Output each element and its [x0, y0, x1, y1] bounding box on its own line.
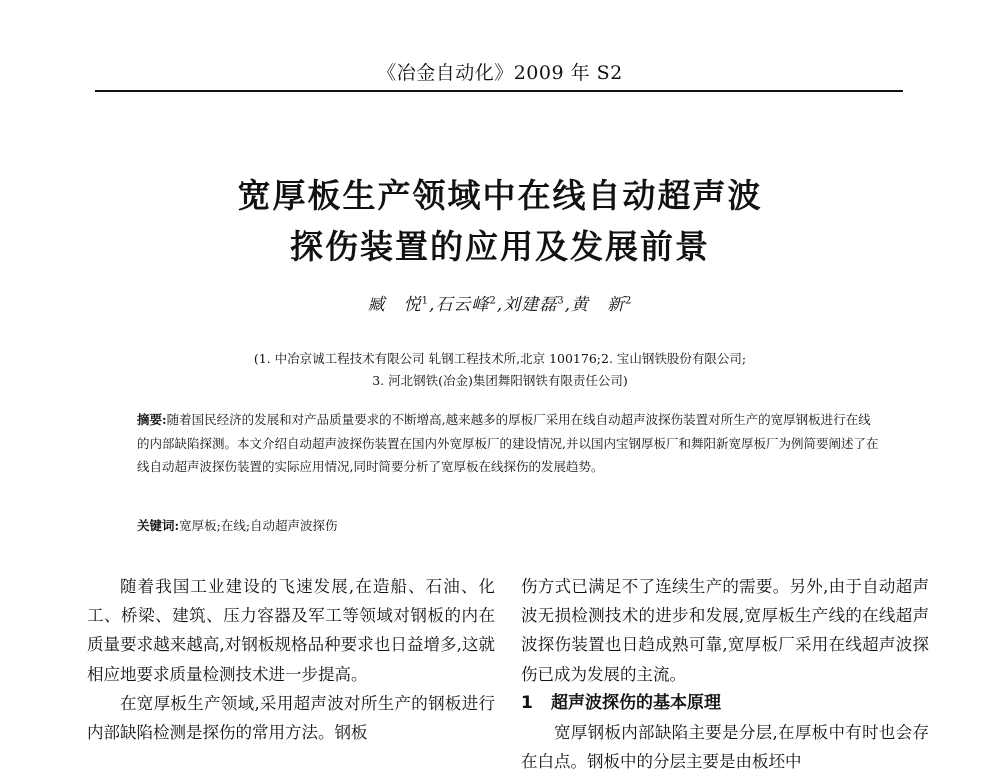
keywords-label: 关键词: [137, 518, 180, 533]
affiliation-line-1: (1. 中冶京诚工程技术有限公司 轧钢工程技术所,北京 100176;2. 宝山钢铁股份有限公司; [253, 351, 747, 366]
keywords-text: 宽厚板;在线;自动超声波探伤 [179, 518, 338, 533]
abstract-text: 随着国民经济的发展和对产品质量要求的不断增高,越来越多的厚板厂采用在线自动超声波探伤装置对所生产的宽厚钢板进行在线的内部缺陷探测。本文介绍自动超声波探伤装置在国内外宽厚板厂的建设情况,并以国内宝钢厚板厂和舞阳新宽厚板厂为例简要阐述了在线自动超声波探伤装置的实际应用情况,同时简要分析了宽厚板在线探伤的发展趋势。 [137, 412, 879, 474]
affiliation-line-2: 3. 河北钢铁(冶金)集团舞阳钢铁有限责任公司) [372, 373, 628, 388]
abstract-label: 摘要: [137, 412, 167, 427]
title-line-2: 探伤装置的应用及发展前景 [290, 227, 710, 266]
body-column-left [87, 572, 495, 747]
title-line-1: 宽厚板生产领域中在线自动超声波 [237, 176, 763, 215]
author-name: 刘建磊 [503, 295, 558, 315]
body-paragraph: 在宽厚板生产领域,采用超声波对所生产的钢板进行内部缺陷检测是探伤的常用方法。钢板 [87, 693, 495, 743]
author-affiliation-mark: 2 [624, 295, 633, 307]
body-paragraph: 宽厚钢板内部缺陷主要是分层,在厚板中有时也会存在白点。钢板中的分层主要是由板坯中 [521, 723, 929, 772]
body-column-right [521, 572, 929, 776]
keywords [137, 516, 882, 534]
section-heading [521, 689, 929, 718]
journal-header: 《冶金自动化》2009 年 S2 [377, 62, 623, 84]
author-name: 臧 悦 [367, 295, 422, 315]
author-affiliation-mark: 2 [489, 295, 497, 307]
author-name: 黄 新 [570, 295, 625, 315]
section-number: 1 [521, 692, 533, 713]
author-affiliation-mark: 3 [557, 295, 565, 307]
body-paragraph: 伤方式已满足不了连续生产的需要。另外,由于自动超声波无损检测技术的进步和发展,宽厚板生产线的在线超声波探伤装置也日趋成熟可靠,宽厚板厂采用在线超声波探伤已成为发展的主流。 [521, 577, 929, 684]
abstract [137, 408, 882, 479]
header-rule [95, 90, 903, 92]
author-list: 臧 悦$^1$,石云峰$^2$,刘建磊$^3$,黄 新$^2$ [367, 295, 633, 315]
author-affiliation-mark: 1 [421, 295, 430, 307]
author-name: 石云峰 [435, 295, 490, 315]
body-paragraph: 随着我国工业建设的飞速发展,在造船、石油、化工、桥梁、建筑、压力容器及军工等领域对钢板的内在质量要求越来越高,对钢板规格品种要求也日益增多,这就相应地要求质量检测技术进一步提高。 [87, 577, 495, 684]
section-title: 超声波探伤的基本原理 [551, 692, 721, 713]
